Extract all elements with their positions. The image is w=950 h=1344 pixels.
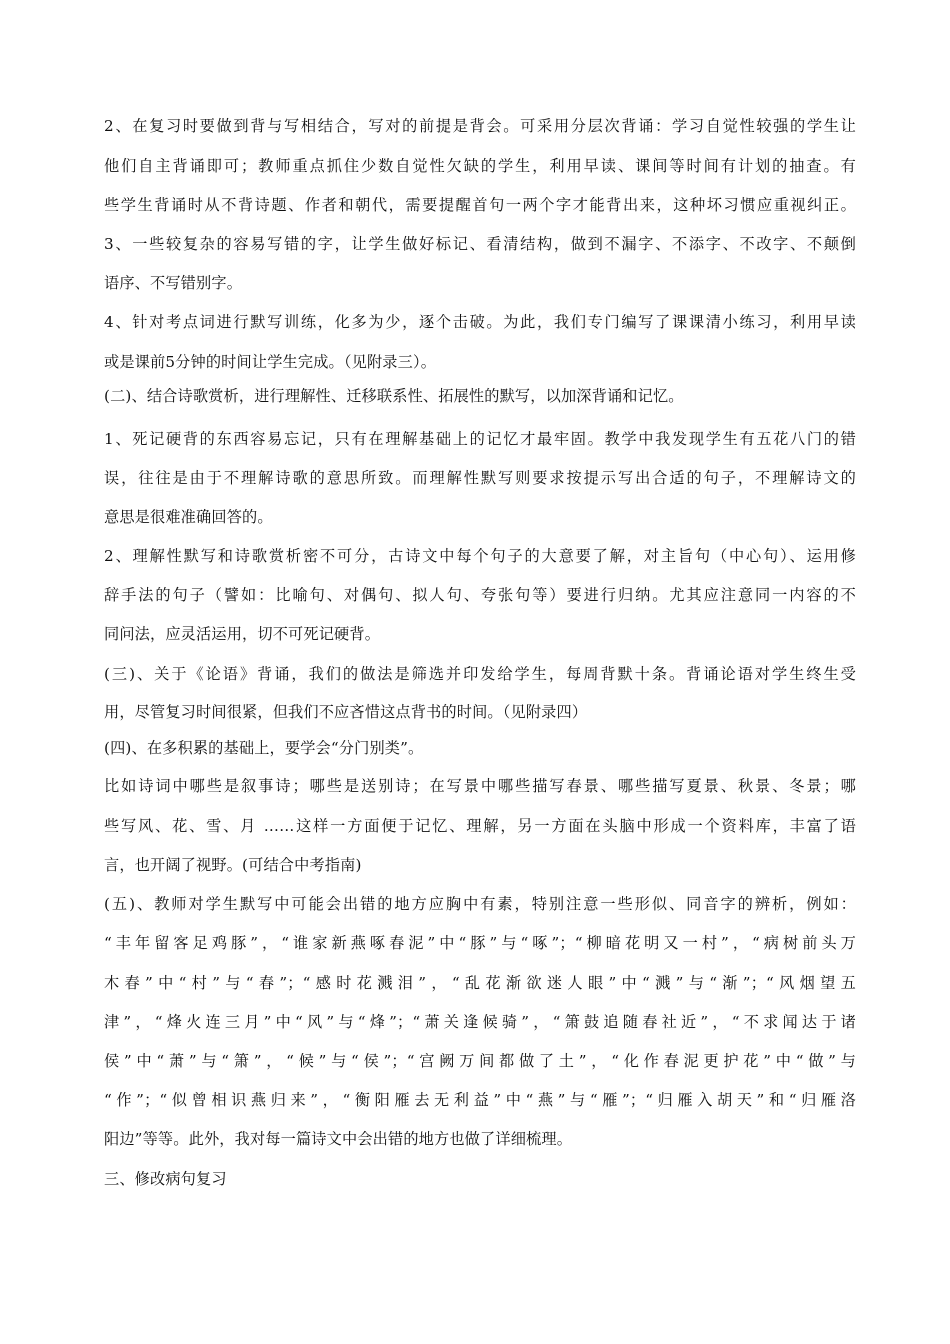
text-line: “作”；“似曾相识燕归来”，“衡阳雁去无利益”中“燕”与“雁”；“归雁入胡天”和“归雁洛 <box>104 1091 856 1109</box>
text-line: 比如诗词中哪些是叙事诗；哪些是送别诗；在写景中哪些描写春景、哪些描写夏景、秋景、冬景；哪 <box>104 777 856 795</box>
text-line: 阳边”等等。此外，我对每一篇诗文中会出错的地方也做了详细梳理。 <box>104 1130 573 1148</box>
text-line: 言，也开阔了视野。(可结合中考指南) <box>104 856 362 874</box>
text-line: 木春”中“村”与“春”；“感时花溅泪”，“乱花渐欲迷人眼”中“溅”与“渐”；“风烟望五 <box>104 974 856 992</box>
section-heading: (二)、结合诗歌赏析，进行理解性、迁移联系性、拓展性的默写，以加深背诵和记忆。 <box>104 387 684 405</box>
text-line: 语序、不写错别字。 <box>104 274 243 292</box>
section-heading: (三)、关于《论语》背诵，我们的做法是筛选并印发给学生，每周背默十条。背诵论语对学生终生受 <box>104 665 856 683</box>
text-line: 辞手法的句子（譬如：比喻句、对偶句、拟人句、夸张句等）要进行归纳。尤其应注意同一内容的不 <box>104 586 856 604</box>
text-line: 他们自主背诵即可；教师重点抓住少数自觉性欠缺的学生，利用早读、课间等时间有计划的抽查。有 <box>104 157 856 175</box>
section-heading: (五)、教师对学生默写中可能会出错的地方应胸中有素，特别注意一些形似、同音字的辨析，例如： <box>104 895 856 913</box>
text-line: 或是课前5分钟的时间让学生完成。（见附录三）。 <box>104 353 437 371</box>
text-line: 意思是很难准确回答的。 <box>104 508 273 526</box>
text-line: 误，往往是由于不理解诗歌的意思所致。而理解性默写则要求按提示写出合适的句子，不理解诗文的 <box>104 469 856 487</box>
text-line: 津”，“烽火连三月”中“风”与“烽”；“萧关逢候骑”，“箫鼓追随春社近”，“不求闻达于诸 <box>104 1013 856 1031</box>
text-line: 同问法，应灵活运用，切不可死记硬背。 <box>104 625 381 643</box>
text-line: 2、在复习时要做到背与写相结合，写对的前提是背会。可采用分层次背诵：学习自觉性较强的学生让 <box>104 117 856 135</box>
text-line: 些写风、花、雪、月 ……这样一方面便于记忆、理解，另一方面在头脑中形成一个资料库，丰富了语 <box>104 817 856 835</box>
text-line: “丰年留客足鸡豚”，“谁家新燕啄春泥”中“豚”与“啄”；“柳暗花明又一村”，“病树前头万 <box>104 934 856 952</box>
text-line: 侯”中“萧”与“箫”，“候”与“侯”；“宫阙万间都做了土”，“化作春泥更护花”中“做”与 <box>104 1052 856 1070</box>
text-line: 1、死记硬背的东西容易忘记，只有在理解基础上的记忆才最牢固。教学中我发现学生有五花八门的错 <box>104 430 856 448</box>
text-line: 些学生背诵时从不背诗题、作者和朝代，需要提醒首句一两个字才能背出来，这种坏习惯应重视纠正。 <box>104 196 856 214</box>
section-heading: (四)、在多积累的基础上，要学会“分门别类”。 <box>104 739 424 757</box>
section-heading: 三、修改病句复习 <box>104 1170 227 1188</box>
text-line: 4、针对考点词进行默写训练，化多为少，逐个击破。为此，我们专门编写了课课清小练习，利用早读 <box>104 313 856 331</box>
text-line: 用，尽管复习时间很紧，但我们不应吝惜这点背书的时间。（见附录四） <box>104 703 588 721</box>
text-line: 2、理解性默写和诗歌赏析密不可分，古诗文中每个句子的大意要了解，对主旨句（中心句）、运用修 <box>104 547 856 565</box>
text-line: 3、一些较复杂的容易写错的字，让学生做好标记、看清结构，做到不漏字、不添字、不改字、不颠倒 <box>104 235 856 253</box>
